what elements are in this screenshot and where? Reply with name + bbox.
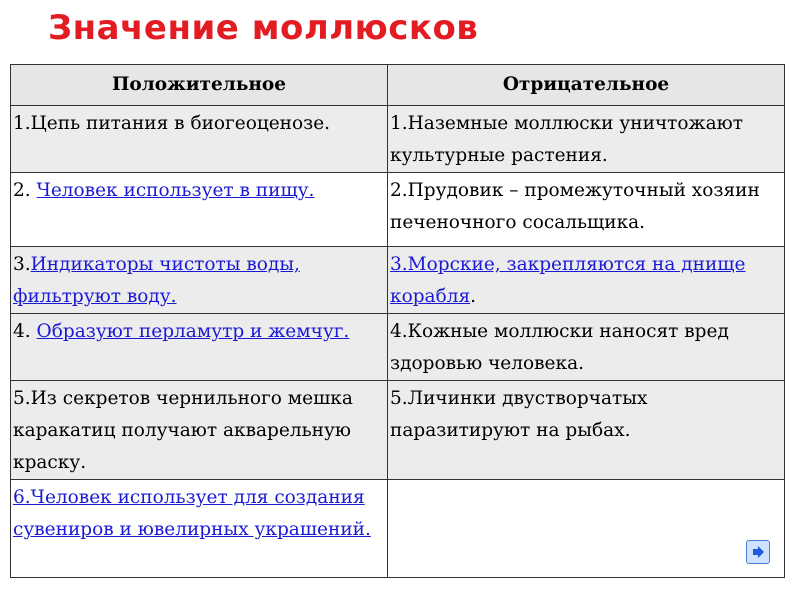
cell-suffix: .	[470, 286, 477, 307]
cell-link[interactable]: Образуют перламутр и жемчуг.	[36, 321, 350, 342]
header-positive: Положительное	[11, 65, 388, 106]
cell-text: 1.Наземные моллюски уничтожают культурные растения.	[390, 113, 743, 166]
table-row	[11, 247, 785, 314]
cell-positive	[11, 106, 388, 173]
cell-negative	[388, 381, 785, 480]
table-header-row	[11, 65, 785, 106]
cell-positive	[11, 247, 388, 314]
cell-text: 2.Прудовик – промежуточный хозяин печеночного сосальщика.	[390, 180, 760, 233]
cell-text: 5.Из секретов чернильного мешка каракатиц получают акварельную краску.	[13, 388, 353, 473]
cell-link[interactable]: Индикаторы чистоты воды, фильтруют воду.	[13, 254, 300, 307]
cell-link[interactable]: Человек использует в пищу.	[36, 180, 315, 201]
table-row	[11, 173, 785, 247]
cell-text: 5.Личинки двустворчатых паразитируют на рыбах.	[390, 388, 648, 441]
cell-text: 4.Кожные моллюски наносят вред здоровью человека.	[390, 321, 729, 374]
cell-negative	[388, 480, 785, 578]
cell-positive	[11, 173, 388, 247]
cell-positive	[11, 381, 388, 480]
table-row	[11, 314, 785, 381]
cell-positive	[11, 480, 388, 578]
next-slide-button[interactable]	[746, 540, 770, 564]
cell-negative	[388, 314, 785, 381]
page-title: Значение моллюсков	[48, 8, 479, 48]
cell-text: 1.Цепь питания в биогеоценозе.	[13, 113, 331, 134]
table-row	[11, 106, 785, 173]
cell-link[interactable]: 3.Морские, закрепляются на днище корабля	[390, 254, 746, 307]
cell-positive	[11, 314, 388, 381]
cell-text: 3.	[13, 254, 31, 275]
cell-negative	[388, 173, 785, 247]
table-row	[11, 480, 785, 578]
cell-link[interactable]: 6.Человек использует для создания сувениров и ювелирных украшений.	[13, 487, 371, 540]
cell-negative	[388, 247, 785, 314]
mollusk-significance-table	[10, 64, 785, 578]
cell-text: 4.	[13, 321, 37, 342]
header-negative: Отрицательное	[388, 65, 785, 106]
cell-text: 2.	[13, 180, 37, 201]
next-arrow-icon	[751, 545, 765, 559]
cell-negative	[388, 106, 785, 173]
table-row	[11, 381, 785, 480]
